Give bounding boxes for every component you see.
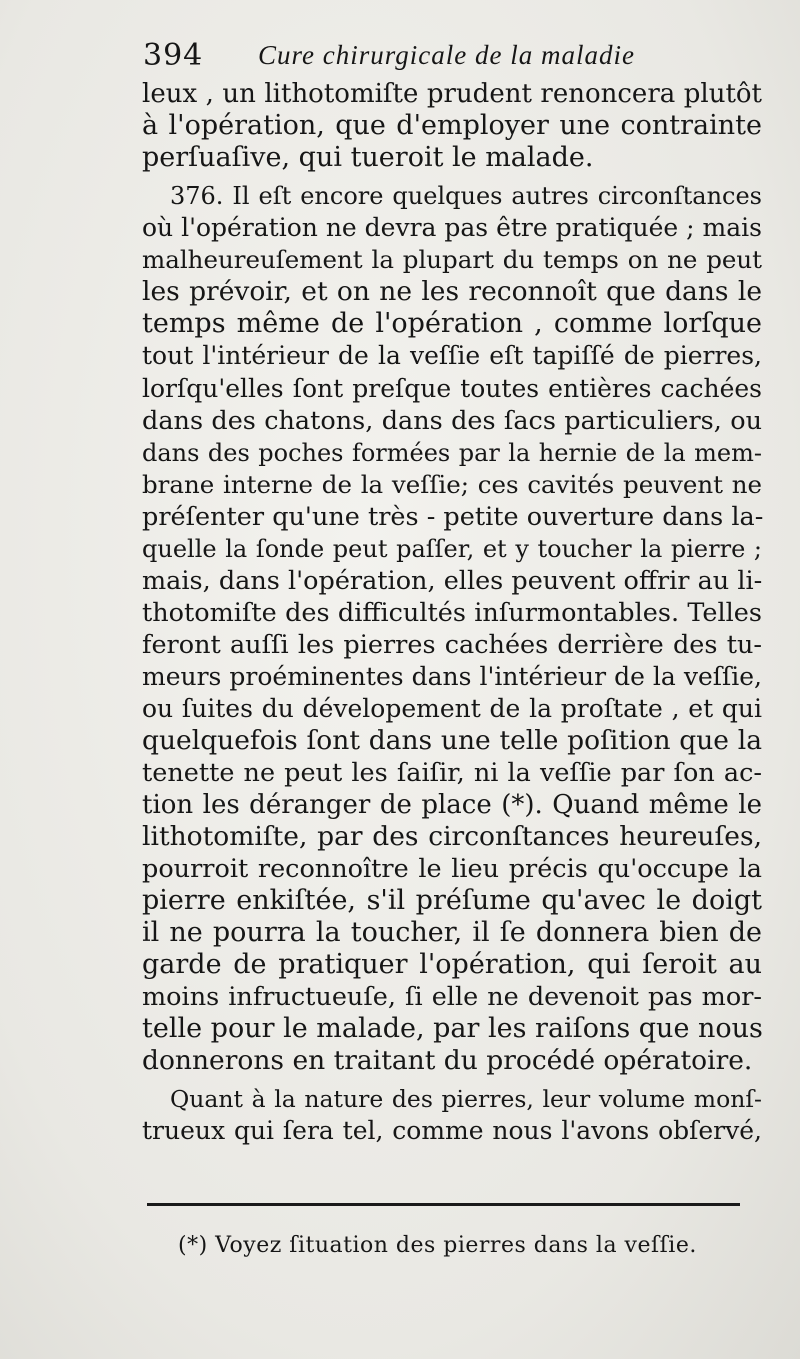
text-line: à l'opération, que d'employer une contrainte [142,110,762,141]
text-line: 376. Il eſt encore quelques autres circonſtances [170,182,762,210]
text-line: préſenter qu'une très - petite ouverture dans la- [142,502,764,532]
text-line: leux , un lithotomiſte prudent renoncera plutôt [142,79,762,109]
text-line: pourroit reconnoître le lieu précis qu'occupe la [142,854,762,884]
text-line: Quant à la nature des pierres, leur volume monſ- [170,1085,762,1113]
text-line: donnerons en traitant du procédé opératoire. [142,1045,753,1076]
text-line: garde de pratiquer l'opération, qui ſeroit au [142,949,762,980]
text-line: thotomiſte des difficultés inſurmontables. Telles [142,598,762,628]
running-title: Cure chirurgicale de la maladie [258,40,635,70]
text-line: quelle la ſonde peut paſſer, et y toucher la pierre ; [142,535,762,563]
text-line: mais, dans l'opération, elles peuvent offrir au li- [142,566,763,596]
text-line: lithotomiſte, par des circonſtances heureuſes, [142,821,762,852]
text-line: tion les déranger de place (*). Quand même le [142,790,762,820]
text-line: dans des poches formées par la hernie de la mem- [142,439,762,467]
text-line: moins infructueuſe, ſi elle ne devenoit pas mor- [142,982,762,1012]
text-line: meurs proéminentes dans l'intérieur de la veſſie, [142,662,762,691]
text-line: dans des chatons, dans des ſacs particuliers, ou [142,406,762,436]
text-line: il ne pourra la toucher, il ſe donnera bien de [142,917,762,948]
text-line: les prévoir, et on ne les reconnoît que dans le [142,276,762,307]
text-line: quelquefois ſont dans une telle poſition que la [142,725,762,756]
text-line: tout l'intérieur de la veſſie eſt tapiſſé de pierres, [142,341,762,370]
text-line: brane interne de la veſſie; ces cavités peuvent ne [142,470,762,499]
text-line: ou ſuites du dévelopement de la proſtate , et qui [142,694,762,723]
text-line: malheureuſement la plupart du temps on ne peut [142,245,762,274]
page-number: 394 [143,38,204,73]
text-line: perſuaſive, qui tueroit le malade. [142,142,594,173]
text-line: lorſqu'elles ſont preſque toutes entières cachées [142,374,762,403]
text-line: trueux qui ſera tel, comme nous l'avons obſervé, [142,1116,762,1145]
footnote: (*) Voyez ſituation des pierres dans la veſſie. [178,1233,697,1258]
text-line: pierre enkiſtée, s'il préſume qu'avec le doigt [142,885,762,916]
text-line: tenette ne peut les ſaiſir, ni la veſſie par ſon ac- [142,758,762,788]
text-line: telle pour le malade, par les raiſons que nous [142,1013,763,1044]
footnote-divider [147,1203,740,1206]
text-line: temps même de l'opération , comme lorſque [142,308,762,339]
text-line: feront auſſi les pierres cachées derrière des tu- [142,630,762,660]
text-line: où l'opération ne devra pas être pratiquée ; mais [142,213,762,242]
